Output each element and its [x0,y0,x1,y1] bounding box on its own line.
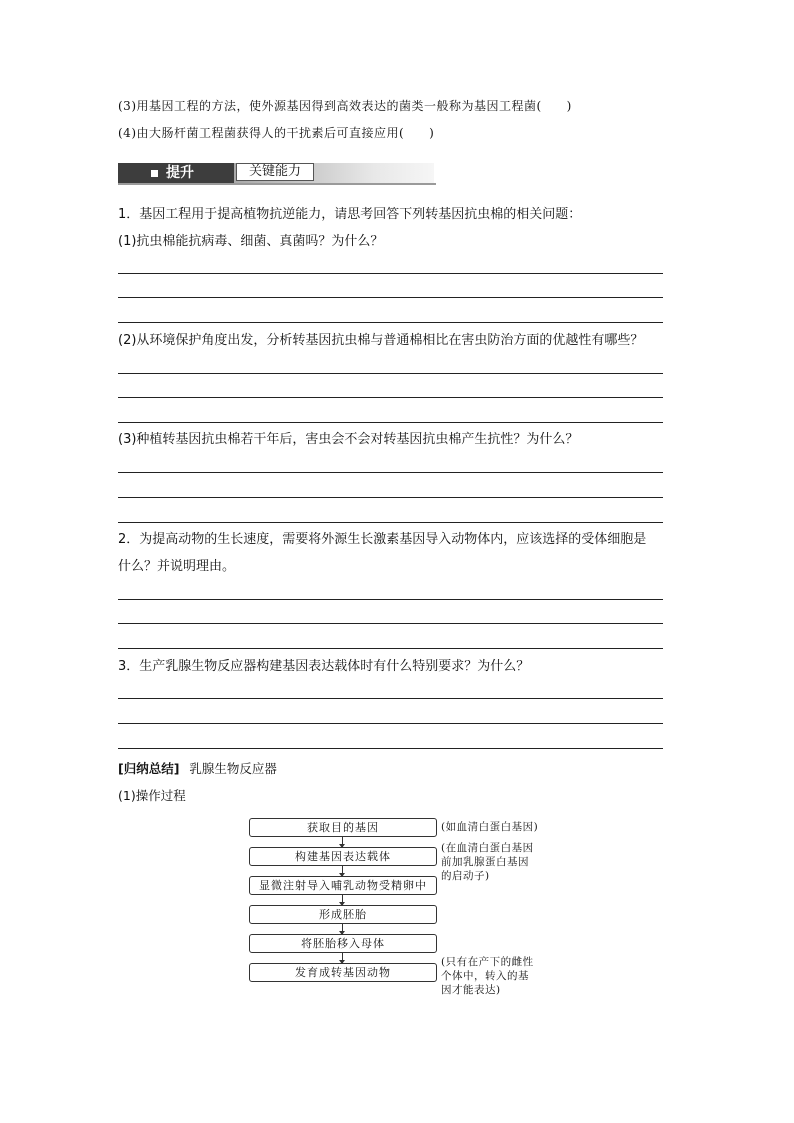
square-bullet-icon [151,170,158,177]
arrow-down-icon [342,866,343,876]
flow-step: 发育成转基因动物 [249,963,437,982]
question-2-line-2: 什么？并说明理由。 [118,559,236,574]
judgment-item-4: (4)由大肠杆菌工程菌获得人的干扰素后可直接应用( ) [118,126,435,140]
flow-note: (只有在产下的雌性 [441,956,534,968]
answer-line [118,322,663,323]
flow-note: 前加乳腺蛋白基因 [441,856,529,868]
question-1-3: (3)种植转基因抗虫棉若干年后，害虫会不会对转基因抗虫棉产生抗性？为什么？ [118,432,579,447]
flow-step: 构建基因表达载体 [249,847,437,866]
answer-line [118,472,663,473]
question-2-line-1: 2．为提高动物的生长速度，需要将外源生长激素基因导入动物体内，应该选择的受体细胞是 [118,532,647,547]
summary-heading-title: 乳腺生物反应器 [189,761,277,776]
answer-line [118,748,663,749]
question-1-2: (2)从环境保护角度出发，分析转基因抗虫棉与普通棉相比在害虫防治方面的优越性有哪些？ [118,333,644,348]
flow-note: 因才能表达) [441,984,501,996]
summary-subheading: (1)操作过程 [118,788,186,803]
summary-heading [118,760,277,778]
answer-line [118,723,663,724]
answer-line [118,397,663,398]
answer-line [118,599,663,600]
summary-heading-tag: [归纳总结] [118,761,180,776]
banner-main-label: 提升 [166,165,194,181]
flow-note: 个体中，转入的基 [441,970,529,982]
question-3: 3．生产乳腺生物反应器构建基因表达载体时有什么特别要求？为什么？ [118,659,530,674]
answer-line [118,623,663,624]
answer-line [118,497,663,498]
question-1: 1．基因工程用于提高植物抗逆能力，请思考回答下列转基因抗虫棉的相关问题： [118,207,582,222]
flow-note: (在血清白蛋白基因 [441,842,534,854]
arrow-down-icon [342,837,343,847]
flow-step: 显微注射导入哺乳动物受精卵中 [249,876,437,895]
section-banner [118,161,436,185]
answer-line [118,522,663,523]
arrow-down-icon [342,924,343,934]
banner-sub-label: 关键能力 [236,163,314,181]
arrow-down-icon [342,895,343,905]
answer-line [118,373,663,374]
arrow-down-icon [342,953,343,963]
flow-note: 的启动子) [441,870,490,882]
flow-step: 形成胚胎 [249,905,437,924]
flow-step: 获取目的基因 [249,818,437,837]
answer-line [118,698,663,699]
answer-line [118,273,663,274]
judgment-item-3: (3)用基因工程的方法，使外源基因得到高效表达的菌类一般称为基因工程菌( ) [118,99,572,113]
banner-main [118,163,234,183]
question-1-1: (1)抗虫棉能抗病毒、细菌、真菌吗？为什么？ [118,234,384,249]
flow-note: (如血清白蛋白基因) [441,821,539,833]
answer-line [118,422,663,423]
flow-step: 将胚胎移入母体 [249,934,437,953]
answer-line [118,297,663,298]
answer-line [118,648,663,649]
